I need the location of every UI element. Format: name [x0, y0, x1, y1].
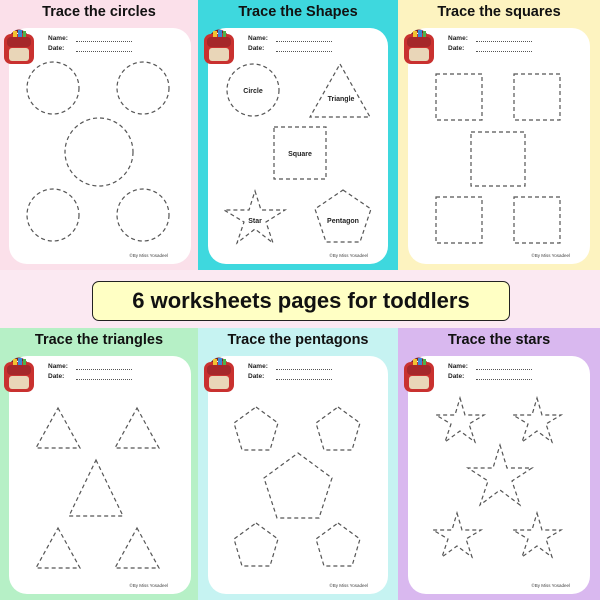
date-label: Date: — [448, 45, 465, 52]
label-pentagon: Pentagon — [327, 218, 359, 225]
date-label: Date: — [48, 45, 65, 52]
worksheet-squares — [398, 0, 600, 270]
name-label: Name: — [248, 363, 268, 370]
trace-star — [436, 398, 484, 442]
trace-pentagon — [316, 523, 360, 566]
panel-title: Trace the stars — [447, 332, 551, 348]
trace-triangle — [36, 408, 80, 448]
trace-star — [433, 513, 481, 557]
credit: ©By Miss Yosadeel — [329, 253, 368, 258]
panel-title: Trace the pentagons — [227, 332, 369, 348]
tracing-shapes — [398, 328, 600, 600]
worksheet-circles — [0, 0, 198, 270]
trace-triangle — [310, 64, 370, 117]
label-circle: Circle — [243, 88, 263, 95]
trace-circle — [27, 62, 79, 114]
trace-square — [514, 197, 560, 243]
tracing-shapes — [0, 328, 198, 600]
trace-square — [514, 74, 560, 120]
panel-title: Trace the squares — [437, 4, 561, 20]
panel-title: Trace the Shapes — [238, 4, 358, 20]
trace-pentagon — [234, 407, 278, 450]
label-triangle: Triangle — [327, 96, 355, 103]
credit: ©By Miss Yosadeel — [531, 253, 570, 258]
trace-square — [436, 74, 482, 120]
worksheet-triangles — [0, 328, 198, 600]
trace-star — [224, 191, 285, 243]
tracing-shapes — [0, 0, 198, 270]
trace-circle — [27, 189, 79, 241]
trace-triangle — [115, 528, 159, 568]
trace-circle — [117, 62, 169, 114]
trace-pentagon — [316, 407, 360, 450]
name-label: Name: — [48, 35, 68, 42]
trace-triangle — [115, 408, 159, 448]
date-label: Date: — [448, 373, 465, 380]
trace-triangle — [69, 460, 123, 516]
panel-title: Trace the triangles — [34, 332, 164, 348]
trace-pentagon — [234, 523, 278, 566]
worksheet-pentagons — [198, 328, 398, 600]
trace-triangle — [36, 528, 80, 568]
panel-title: Trace the circles — [42, 4, 156, 20]
credit: ©By Miss Yosadeel — [329, 583, 368, 588]
trace-star — [468, 445, 532, 505]
trace-pentagon — [315, 190, 371, 242]
name-label: Name: — [448, 363, 468, 370]
date-label: Date: — [248, 45, 265, 52]
trace-pentagon — [264, 453, 332, 518]
trace-square — [471, 132, 525, 186]
tracing-shapes — [398, 0, 600, 270]
label-star: Star — [248, 218, 262, 225]
name-label: Name: — [248, 35, 268, 42]
banner: 6 worksheets pages for toddlers — [92, 281, 510, 321]
worksheet-shapes — [198, 0, 398, 270]
worksheet-stars — [398, 328, 600, 600]
name-label: Name: — [48, 363, 68, 370]
date-label: Date: — [48, 373, 65, 380]
trace-star — [513, 513, 561, 557]
tracing-shapes — [198, 328, 398, 600]
trace-star — [513, 398, 561, 442]
credit: ©By Miss Yosadeel — [129, 253, 168, 258]
tracing-shapes — [198, 0, 398, 270]
name-label: Name: — [448, 35, 468, 42]
trace-circle — [117, 189, 169, 241]
trace-square — [436, 197, 482, 243]
credit: ©By Miss Yosadeel — [531, 583, 570, 588]
trace-circle — [65, 118, 133, 186]
label-square: Square — [288, 151, 312, 158]
date-label: Date: — [248, 373, 265, 380]
credit: ©By Miss Yosadeel — [129, 583, 168, 588]
